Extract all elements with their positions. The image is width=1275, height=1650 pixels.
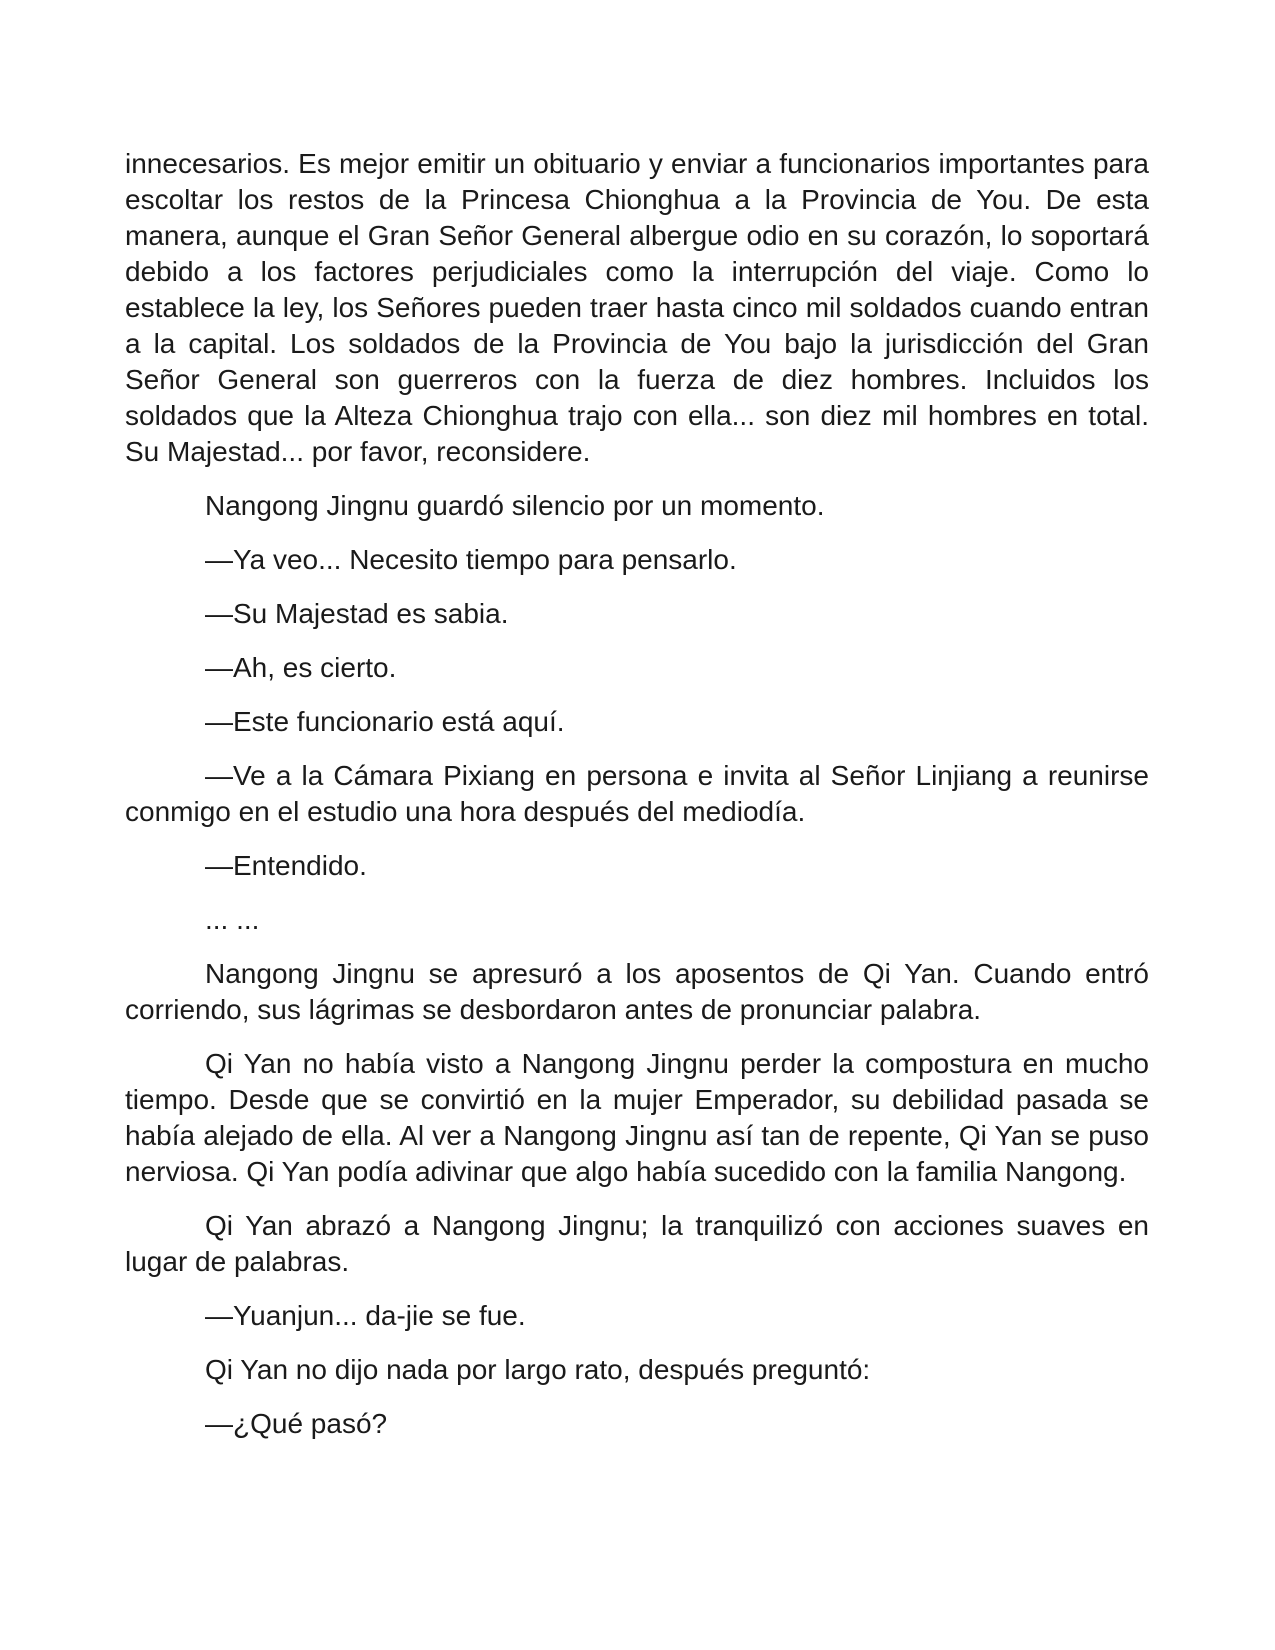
paragraph-continuation: innecesarios. Es mejor emitir un obituario y enviar a funcionarios importantes para escoltar los restos de la Princesa Chionghua a la Provincia de You. De esta manera, aunque el Gran Señor General albergue odio en su corazón, lo soportará debido a los factores perjudiciales como la interrupción del viaje. Como lo establece la ley, los Señores pueden traer hasta cinco mil soldados cuando entran a la capital. Los soldados de la Provincia de You bajo la jurisdicción del Gran Señor General son guerreros con la fuerza de diez hombres. Incluidos los soldados que la Alteza Chionghua trajo con ella... son diez mil hombres en total. Su Majestad... por favor, reconsidere. xyxy=(125,148,1149,467)
paragraph: Nangong Jingnu guardó silencio por un momento. xyxy=(205,490,825,521)
scene-break: ... ... xyxy=(205,904,260,935)
body-text xyxy=(125,146,1149,1460)
dialogue-line: —Ve a la Cámara Pixiang en persona e invita al Señor Linjiang a reunirse conmigo en el estudio una hora después del mediodía. xyxy=(125,760,1149,827)
dialogue-line: —Yuanjun... da-jie se fue. xyxy=(205,1300,526,1331)
dialogue-line: —Su Majestad es sabia. xyxy=(205,598,509,629)
paragraph: Qi Yan abrazó a Nangong Jingnu; la tranquilizó con acciones suaves en lugar de palabras. xyxy=(125,1210,1149,1277)
dialogue-line: —Este funcionario está aquí. xyxy=(205,706,565,737)
paragraph: Nangong Jingnu se apresuró a los aposentos de Qi Yan. Cuando entró corriendo, sus lágrimas se desbordaron antes de pronunciar palabra. xyxy=(125,958,1149,1025)
paragraph: Qi Yan no dijo nada por largo rato, después preguntó: xyxy=(205,1354,871,1385)
paragraph: Qi Yan no había visto a Nangong Jingnu perder la compostura en mucho tiempo. Desde que se convirtió en la mujer Emperador, su debilidad pasada se había alejado de ella. Al ver a Nangong Jingnu así tan de repente, Qi Yan se puso nerviosa. Qi Yan podía adivinar que algo había sucedido con la familia Nangong. xyxy=(125,1048,1149,1187)
dialogue-line: —Ya veo... Necesito tiempo para pensarlo. xyxy=(205,544,737,575)
dialogue-line: —Entendido. xyxy=(205,850,367,881)
dialogue-line: —¿Qué pasó? xyxy=(205,1408,388,1439)
dialogue-line: —Ah, es cierto. xyxy=(205,652,397,683)
